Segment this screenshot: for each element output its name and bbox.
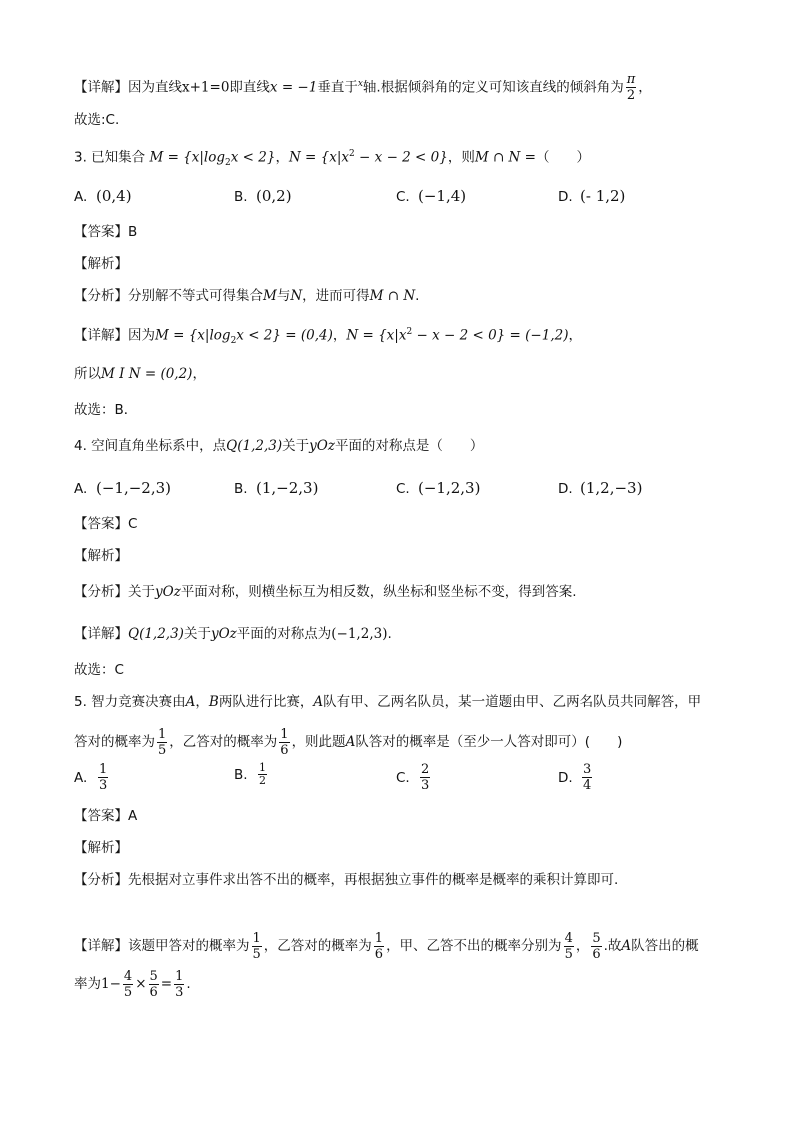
detail-3: 【详解】因为$M = \{x|\log_2x < 2\} = (0,4)$，$N = \{x|x^2 - x - 2 < 0\} = (-1,2)$， (74, 327, 582, 347)
question-5-line2: 答对的概率为 $\frac{1}{5}$ ，乙答对的概率为 $\frac{1}{6}$ ，则此题A队答对的概率是（至少一人答对即可）( ) (74, 726, 623, 758)
text: （ ） (535, 149, 590, 166)
option-c: C. (−1,2,3) (396, 479, 481, 497)
question-4: 4. 空间直角坐标系中，点Q(1,2,3)关于yOz平面的对称点是（ ） (74, 438, 484, 454)
analysis-3: 【分析】分别解不等式可得集合M与N，进而可得M ∩ N. (74, 288, 420, 304)
option-b: B. (1,−2,3) (234, 479, 319, 497)
option-d: D. $\frac{3}{4}$ (558, 762, 592, 793)
detail-line-q2 (74, 72, 652, 103)
text: 垂直于 (317, 79, 358, 96)
analysis-heading-5: 【解析】 (74, 840, 128, 856)
text: 轴.根据倾斜角的定义可知该直线的倾斜角为 (362, 79, 624, 96)
text: 即直线 (229, 79, 270, 96)
choice-line (74, 110, 119, 130)
detail-4: 【详解】Q(1,2,3)关于yOz平面的对称点为(−1,2,3). (74, 626, 392, 642)
math: 2 (225, 158, 231, 169)
option-c: C. $\frac{2}{3}$ (396, 762, 430, 793)
answer-4: 【答案】C (74, 516, 138, 532)
math: x+1=0 (182, 79, 230, 96)
choice-4: 故选：C (74, 662, 124, 678)
math: x = −1 (269, 79, 318, 96)
answer-3: 【答案】B (74, 224, 138, 240)
text: ， (638, 79, 652, 96)
option-a: A. (0,4) (74, 187, 132, 205)
text: 【详解】因为直线 (74, 79, 182, 96)
detail-5-line2: 率为1− $\frac{4}{5}$ × $\frac{5}{6}$ = $\frac{1}{3}$ . (74, 968, 191, 1000)
analysis-5: 【分析】先根据对立事件求出答不出的概率，再根据独立事件的概率是概率的乘积计算即可. (74, 872, 619, 888)
text: ，则 (447, 149, 475, 166)
option-d: D. (- 1,2) (558, 187, 626, 205)
math: N = {x|x (288, 149, 350, 166)
fraction: $\frac{\pi}{2}$ (626, 72, 636, 103)
conclusion-3: 所以M I N = (0,2)， (74, 366, 206, 382)
option-b: B. $\frac{1}{2}$ (234, 761, 266, 787)
analysis-heading-4: 【解析】 (74, 548, 128, 564)
math: x (357, 79, 363, 89)
math: x < 2} (230, 149, 276, 166)
text: ， (275, 149, 289, 166)
text: 3. 已知集合 (74, 149, 146, 166)
analysis-heading-3: 【解析】 (74, 256, 128, 272)
math: M = {x|log (149, 149, 226, 166)
option-a: A. (−1,−2,3) (74, 479, 172, 497)
option-d: D. (1,2,−3) (558, 479, 643, 497)
option-a: A. $\frac{1}{3}$ (74, 762, 108, 793)
question-3 (74, 144, 590, 173)
analysis-4: 【分析】关于yOz平面对称，则横坐标互为相反数，纵坐标和竖坐标不变，得到答案. (74, 584, 577, 600)
math: M ∩ N = (474, 149, 536, 166)
option-b: B. (0,2) (234, 187, 292, 205)
choice-3: 故选：B． (74, 402, 138, 418)
text: 故选:C. (74, 112, 120, 128)
answer-5: 【答案】A (74, 808, 138, 824)
math: − x − 2 < 0} (354, 149, 448, 166)
question-5-line1: 5. 智力竞赛决赛由A，B两队进行比赛，A队有甲、乙两名队员，某一道题由甲、乙两名队员共同解答，甲 (74, 694, 702, 710)
math: 2 (349, 149, 355, 159)
option-c: C. (−1,4) (396, 187, 467, 205)
detail-5-line1: 【详解】该题甲答对的概率为 $\frac{1}{5}$ ，乙答对的概率为 $\frac{1}{6}$ ，甲、乙答不出的概率分别为 $\frac{4}{5}$ ， $\frac{5}{6}$ .故A队答出的概 (74, 930, 699, 962)
